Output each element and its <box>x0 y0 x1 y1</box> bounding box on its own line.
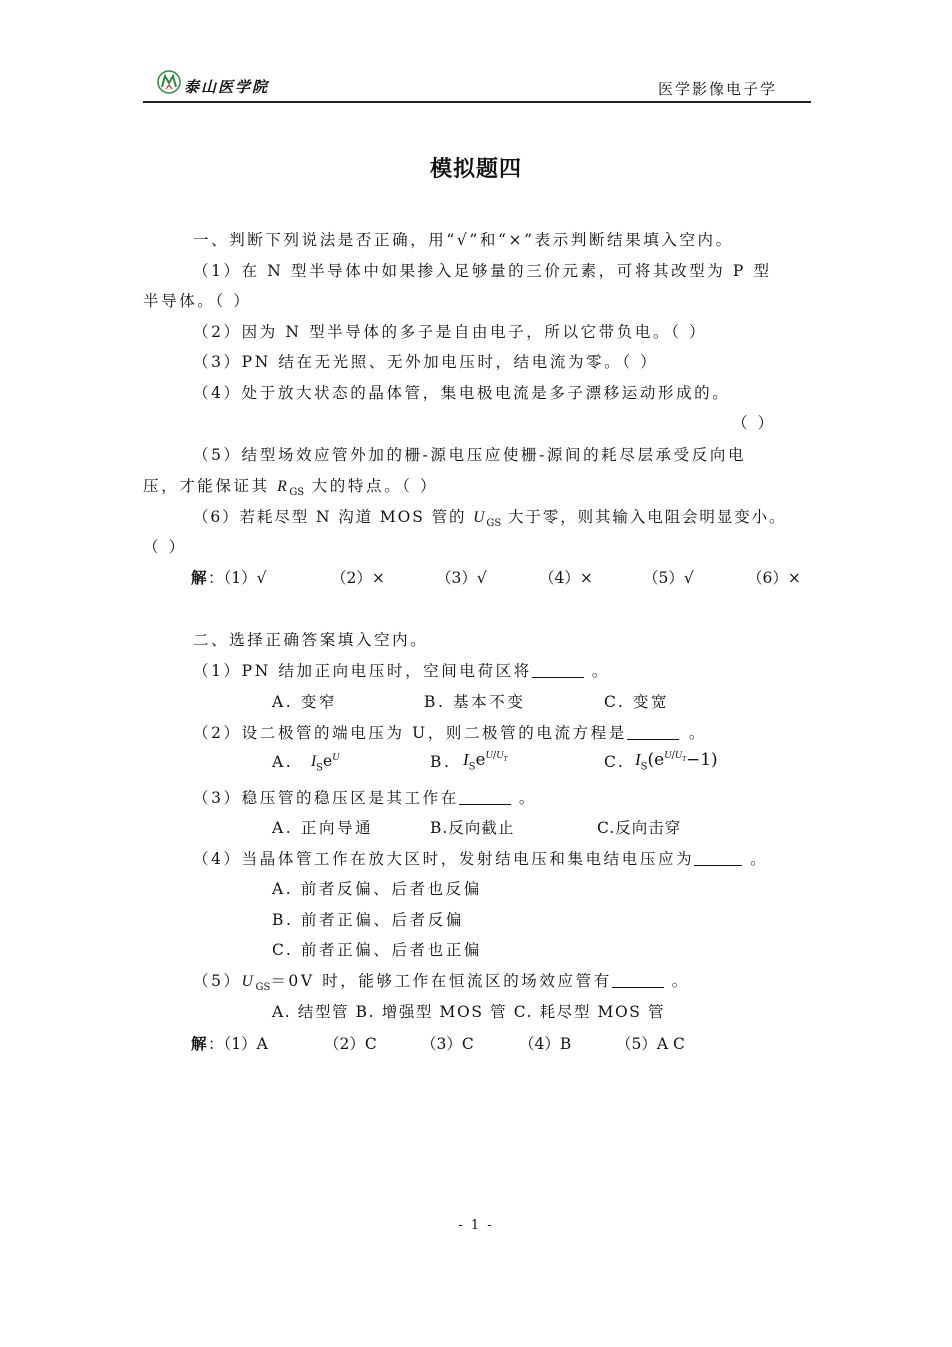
s1-q1-line2: 半导体。（ ） <box>143 292 252 310</box>
section1-heading: 一、判断下列说法是否正确，用“√”和“×”表示判断结果填入空内。 <box>193 231 734 249</box>
s1-q6-var: U <box>473 509 487 526</box>
s2-q3-period: 。 <box>518 789 537 807</box>
s2-answer-3: （3）C <box>421 1035 474 1053</box>
s1-answer-3: （3）√ <box>436 569 487 587</box>
s2-q3-opt-a: A. 正向导通 <box>272 819 374 837</box>
s2-q4-text: （4）当晶体管工作在放大区时，发射结电压和集电结电压应为 <box>193 850 695 868</box>
s1-q5-post: 大的特点。（ ） <box>304 477 439 495</box>
s1-answer-label: 解 <box>191 568 207 587</box>
s2-q2 <box>193 721 707 743</box>
s2-answer-1: ：（1）A <box>208 1035 268 1053</box>
s2-q4-opt-c: C. 前者正偏、后者也正偏 <box>272 941 482 959</box>
s2-q1-opt-a: A. 变窄 <box>272 693 338 711</box>
s2-q1 <box>193 659 610 681</box>
s2-q3-opt-b: B.反向截止 <box>430 819 515 837</box>
s1-answer-5: （5）√ <box>643 569 694 587</box>
s2-q2-opt-c-label: C. <box>604 753 626 771</box>
s2-q1-text: （1）PN 结加正向电压时，空间电荷区将 <box>193 662 532 680</box>
s1-q5-sub: GS <box>289 487 305 499</box>
school-emblem-icon <box>157 70 181 94</box>
page-title: 模拟题四 <box>429 157 522 182</box>
s2-q3-opt-c: C.反向击穿 <box>597 819 682 837</box>
section2-answers <box>191 1032 811 1054</box>
s2-q3-blank <box>459 789 511 806</box>
s2-q2-blank <box>627 724 679 741</box>
s1-answer-2: （2）× <box>331 569 385 587</box>
s2-q1-period: 。 <box>591 662 610 680</box>
s1-q4: （4）处于放大状态的晶体管，集电极电流是多子漂移运动形成的。 <box>193 384 731 402</box>
section1-answers <box>191 566 811 588</box>
section2-heading: 二、选择正确答案填入空内。 <box>193 631 429 649</box>
s2-q5-pre: （5） <box>193 972 242 990</box>
s2-q3-text: （3）稳压管的稳压区是其工作在 <box>193 789 459 807</box>
s1-q6 <box>193 505 786 529</box>
s2-q2-opt-c: $I_S(e^{U/U_T}-1)$ <box>635 750 718 773</box>
s1-q6-pre: （6）若耗尽型 N 沟道 MOS 管的 <box>193 508 474 526</box>
s2-q5-var: U <box>241 973 256 990</box>
s2-q4-blank <box>694 850 742 867</box>
s1-q4-paren: （ ） <box>732 414 776 432</box>
s2-q5-post: ＝0V 时，能够工作在恒流区的场效应管有 <box>270 972 612 990</box>
s2-q5-sub: GS <box>255 982 271 994</box>
s2-q2-opt-b: $I_Se^{U/U_T}$ <box>463 750 508 773</box>
s2-answer-5: （5）A C <box>616 1035 685 1053</box>
s2-q2-opt-a: $I_Se^U$ <box>311 752 340 774</box>
s1-answer-6: （6）× <box>747 569 801 587</box>
s1-q6-post: 大于零，则其输入电阻会明显变小。 <box>501 508 787 526</box>
s2-q3 <box>193 786 537 808</box>
s2-q4-opt-b: B. 前者正偏、后者反偏 <box>272 911 464 929</box>
s2-q5 <box>193 969 690 993</box>
s1-q5-var: R <box>277 478 290 495</box>
s1-q6-sub: GS <box>486 518 502 530</box>
s2-q4 <box>193 847 768 869</box>
s2-answer-2: （2）C <box>324 1035 377 1053</box>
s1-answer-1: ：（1）√ <box>208 569 267 587</box>
s2-q1-blank <box>532 662 584 679</box>
course-name: 医学影像电子学 <box>658 80 778 98</box>
s1-q2: （2）因为 N 型半导体的多子是自由电子，所以它带负电。（ ） <box>193 323 708 341</box>
s2-q5-period: 。 <box>671 972 690 990</box>
s1-answer-4: （4）× <box>539 569 593 587</box>
s2-q1-opt-c: C. 变宽 <box>604 693 670 711</box>
s2-q2-opt-a-label: A. <box>272 753 294 771</box>
s2-answer-label: 解 <box>191 1034 207 1053</box>
s1-q5-line2 <box>143 474 438 498</box>
s2-answer-4: （4）B <box>519 1035 572 1053</box>
s2-q4-opt-a: A. 前者反偏、后者也反偏 <box>272 880 482 898</box>
s2-q1-opt-b: B. 基本不变 <box>424 693 526 711</box>
s1-q3: （3）PN 结在无光照、无外加电压时，结电流为零。（ ） <box>193 353 659 371</box>
s2-q2-opt-b-label: B. <box>430 753 452 771</box>
s2-q5-blank <box>612 972 664 989</box>
page-number: - 1 - <box>458 1218 494 1233</box>
s1-q1-line1: （1）在 N 型半导体中如果掺入足够量的三价元素，可将其改型为 P 型 <box>193 262 772 280</box>
s1-q6-paren: （ ） <box>143 538 187 556</box>
s2-q5-opts: A. 结型管 B. 增强型 MOS 管 C. 耗尽型 MOS 管 <box>272 1003 666 1021</box>
s1-q5-pre: 压，才能保证其 <box>143 477 278 495</box>
s1-q5-line1: （5）结型场效应管外加的栅-源电压应使栅-源间的耗尽层承受反向电 <box>193 446 747 464</box>
s2-q2-text: （2）设二极管的端电压为 U，则二极管的电流方程是 <box>193 724 627 742</box>
header-divider <box>143 101 811 103</box>
school-name: 泰山医学院 <box>184 78 270 96</box>
s2-q4-period: 。 <box>750 850 769 868</box>
s2-q2-period: 。 <box>688 724 707 742</box>
